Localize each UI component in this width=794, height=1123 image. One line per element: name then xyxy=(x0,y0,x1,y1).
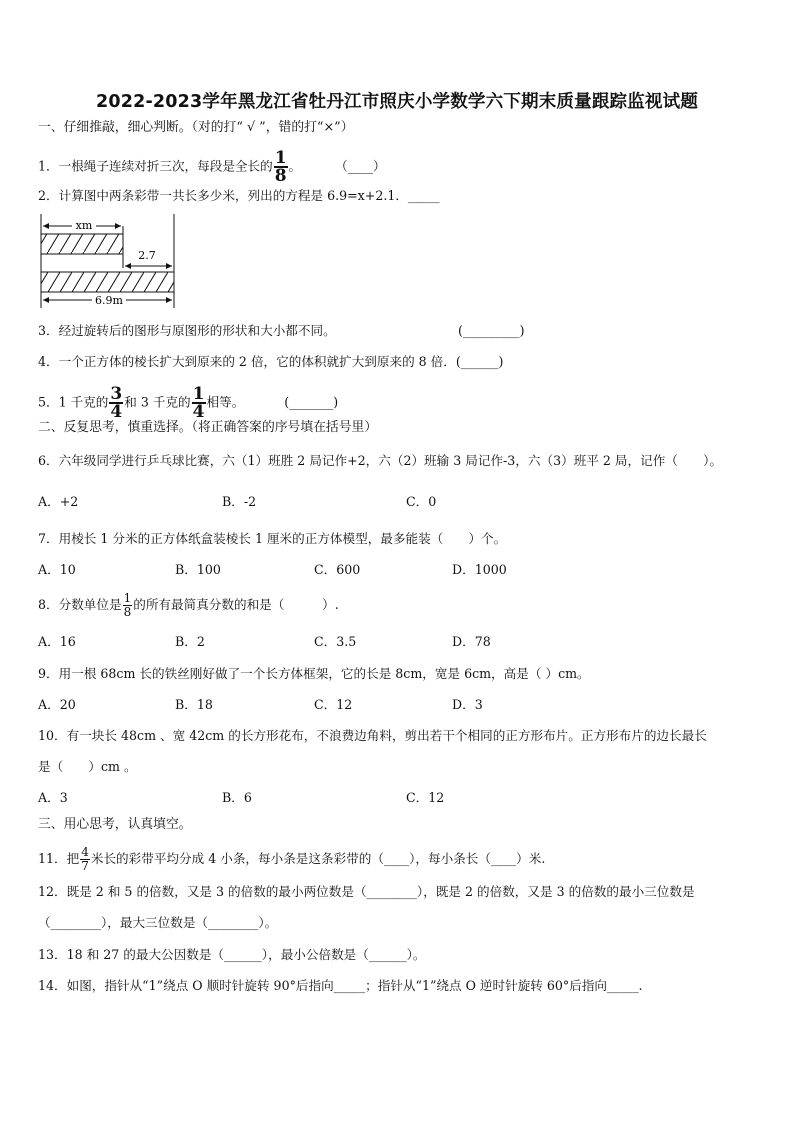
q8-option-c: C．3.5 xyxy=(314,634,357,649)
fraction-one-quarter: $\frac{1}{4}$ xyxy=(192,384,205,422)
question-9: 9．用一根 68cm 长的铁丝刚好做了一个长方体框架，它的长是 8cm，宽是 6cm，高是（ ）cm。 xyxy=(38,666,590,681)
question-14: 14．如图，指针从“1”绕点 O 顺时针旋转 90°后指向_____；指针从“1”绕点 O 逆时针旋转 60°后指向_____. xyxy=(38,978,643,993)
q9-option-c: C．12 xyxy=(314,697,353,712)
question-7: 7．用棱长 1 分米的正方体纸盒装棱长 1 厘米的正方体模型，最多能装（ ）个。 xyxy=(38,531,507,546)
question-11: 11．把 $\frac{4}{7}$ 米长的彩带平均分成 4 小条，每小条是这条彩带的（____），每小条长（____）米. xyxy=(38,845,546,873)
q7-option-c: C．600 xyxy=(314,562,361,577)
question-2: 2．计算图中两条彩带一共长多少米，列出的方程是 6.9=x+2.1．_____ xyxy=(38,188,440,203)
question-6: 6．六年级同学进行乒乓球比赛，六（1）班胜 2 局记作+2，六（2）班输 3 局记作-3，六（3）班平 2 局，记作（ ）。 xyxy=(38,453,722,468)
section-3-heading: 三、用心思考，认真填空。 xyxy=(38,817,192,832)
bottom-ribbon xyxy=(41,272,174,292)
q8-option-a: A．16 xyxy=(38,634,76,649)
q8-option-d: D．78 xyxy=(452,634,491,649)
question-5: 5．1 千克的 $\frac{3}{4}$ 和 3 千克的 $\frac{1}{4}$ 相等。 (_______) xyxy=(38,384,339,422)
label-6-9m: 6.9m xyxy=(95,294,123,307)
question-12-line-2: （________），最大三位数是（________）。 xyxy=(38,915,278,930)
question-12-line-1: 12．既是 2 和 5 的倍数，又是 3 的倍数的最小两位数是（________），既是 2 的倍数，又是 3 的倍数的最小三位数是 xyxy=(38,884,695,899)
question-10-line-2: 是（ ）cm 。 xyxy=(38,759,137,774)
section-2-heading: 二、反复思考，慎重选择。（将正确答案的序号填在括号里） xyxy=(38,420,378,435)
question-8: 8．分数单位是 $\frac{1}{8}$ 的所有最简真分数的和是（ ）. xyxy=(38,591,339,619)
fraction-four-sevenths: $\frac{4}{7}$ xyxy=(81,845,89,873)
question-3: 3．经过旋转后的图形与原图形的形状和大小都不同。 xyxy=(38,323,336,338)
answer-bracket-3: (_________) xyxy=(458,323,525,338)
answer-bracket: （____） xyxy=(335,158,386,174)
q6-option-c: C．0 xyxy=(406,494,437,509)
q7-option-a: A．10 xyxy=(38,562,76,577)
fraction-one-eighth-unit: $\frac{1}{8}$ xyxy=(123,591,132,619)
question-1-text: 1．一根绳子连续对折三次，每段是全长的 xyxy=(38,158,273,174)
q9-option-a: A．20 xyxy=(38,697,76,712)
q9-option-b: B．18 xyxy=(175,697,213,712)
ribbon-diagram xyxy=(36,212,176,308)
top-ribbon xyxy=(41,234,123,254)
label-xm: xm xyxy=(75,219,93,232)
section-1-heading: 一、仔细推敲，细心判断。（对的打“ √ ”，错的打“×”） xyxy=(38,120,354,135)
question-1: 1．一根绳子连续对折三次，每段是全长的 $\frac{1}{8}$ 。 （____） xyxy=(38,148,386,186)
q10-option-b: B．6 xyxy=(222,790,252,805)
question-13: 13．18 和 27 的最大公因数是（______），最小公倍数是（______）。 xyxy=(38,947,426,962)
q9-option-d: D．3 xyxy=(452,697,483,712)
q8-option-b: B．2 xyxy=(175,634,205,649)
q7-option-b: B．100 xyxy=(175,562,221,577)
fraction-one-eighth: $\frac{1}{8}$ xyxy=(274,148,287,186)
fraction-three-quarters: $\frac{3}{4}$ xyxy=(110,384,123,422)
q10-option-a: A．3 xyxy=(38,790,68,805)
question-10-line-1: 10．有一块长 48cm 、宽 42cm 的长方形花布，不浪费边角料，剪出若干个相同的正方形布片。正方形布片的边长最长 xyxy=(38,728,707,743)
page-title: 2022-2023学年黑龙江省牡丹江市照庆小学数学六下期末质量跟踪监视试题 xyxy=(95,92,699,112)
q6-option-a: A．+2 xyxy=(38,494,79,509)
question-4: 4．一个正方体的棱长扩大到原来的 2 倍，它的体积就扩大到原来的 8 倍．(______) xyxy=(38,354,504,369)
q7-option-d: D．1000 xyxy=(452,562,507,577)
q6-option-b: B．-2 xyxy=(222,494,257,509)
label-2-7: 2.7 xyxy=(138,249,156,262)
q10-option-c: C．12 xyxy=(406,790,445,805)
